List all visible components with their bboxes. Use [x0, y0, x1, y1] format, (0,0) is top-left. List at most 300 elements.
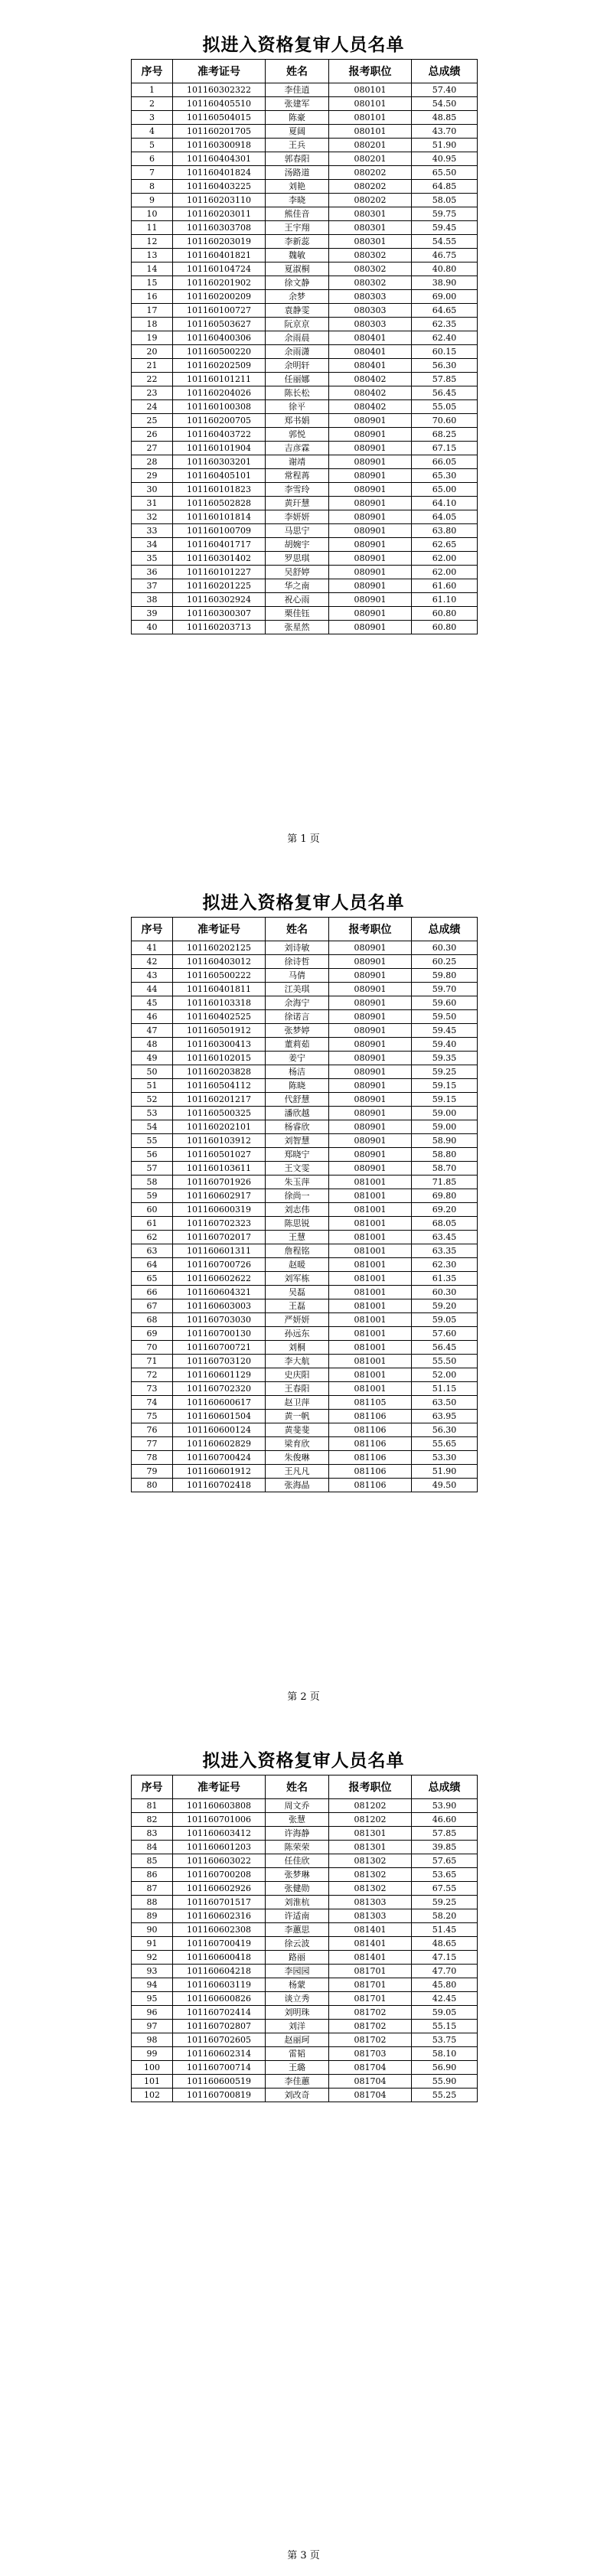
table-header-row: [132, 60, 478, 83]
cell-ticket-number: 101160602314: [173, 2047, 266, 2061]
cell-total-score: 58.70: [412, 1162, 478, 1176]
table-row: [132, 2075, 478, 2089]
cell-ticket-number: 101160101211: [173, 373, 266, 386]
table-row: [132, 400, 478, 414]
cell-name: 刘桐: [266, 1341, 329, 1355]
cell-ticket-number: 101160500220: [173, 345, 266, 359]
cell-total-score: 57.85: [412, 1827, 478, 1841]
cell-total-score: 65.30: [412, 469, 478, 483]
table-row: [132, 1134, 478, 1148]
cell-serial: 27: [132, 442, 173, 455]
header-serial: 序号: [132, 1775, 173, 1799]
cell-name: 李蕙思: [266, 1923, 329, 1937]
cell-position: 081106: [329, 1410, 412, 1423]
cell-position: 080901: [329, 414, 412, 428]
cell-serial: 74: [132, 1396, 173, 1410]
cell-ticket-number: 101160604321: [173, 1286, 266, 1299]
cell-name: 刘智慧: [266, 1134, 329, 1148]
cell-total-score: 60.30: [412, 941, 478, 955]
cell-position: 081001: [329, 1286, 412, 1299]
cell-position: 080901: [329, 442, 412, 455]
table-row: [132, 1868, 478, 1882]
cell-ticket-number: 101160602829: [173, 1437, 266, 1451]
cell-name: 夏淑桐: [266, 262, 329, 276]
cell-ticket-number: 101160602308: [173, 1923, 266, 1937]
cell-serial: 45: [132, 996, 173, 1010]
table-row: [132, 318, 478, 331]
cell-name: 夏阔: [266, 125, 329, 139]
table-row: [132, 1937, 478, 1951]
cell-serial: 67: [132, 1299, 173, 1313]
cell-name: 杨蒙: [266, 1978, 329, 1992]
table-row: [132, 1799, 478, 1813]
cell-position: 081202: [329, 1813, 412, 1827]
cell-total-score: 55.25: [412, 2089, 478, 2102]
cell-name: 路丽: [266, 1951, 329, 1965]
table-row: [132, 2020, 478, 2033]
cell-position: 080302: [329, 276, 412, 290]
roster-table: [131, 917, 478, 1492]
table-row: [132, 221, 478, 235]
cell-ticket-number: 101160100727: [173, 304, 266, 318]
cell-total-score: 56.45: [412, 386, 478, 400]
cell-name: 马思宁: [266, 524, 329, 538]
table-row: [132, 262, 478, 276]
cell-serial: 36: [132, 566, 173, 579]
cell-position: 081105: [329, 1396, 412, 1410]
cell-serial: 87: [132, 1882, 173, 1896]
cell-serial: 88: [132, 1896, 173, 1909]
cell-serial: 17: [132, 304, 173, 318]
table-row: [132, 83, 478, 97]
table-row: [132, 1341, 478, 1355]
cell-ticket-number: 101160102015: [173, 1052, 266, 1065]
cell-serial: 99: [132, 2047, 173, 2061]
cell-name: 严妍妍: [266, 1313, 329, 1327]
cell-ticket-number: 101160103318: [173, 996, 266, 1010]
cell-total-score: 63.50: [412, 1396, 478, 1410]
cell-total-score: 68.25: [412, 428, 478, 442]
page-footer: 第 1 页: [287, 833, 320, 845]
cell-name: 刘洋: [266, 2020, 329, 2033]
cell-ticket-number: 101160500325: [173, 1107, 266, 1120]
cell-total-score: 61.35: [412, 1272, 478, 1286]
cell-ticket-number: 101160201705: [173, 125, 266, 139]
cell-total-score: 59.45: [412, 221, 478, 235]
cell-position: 081001: [329, 1313, 412, 1327]
cell-ticket-number: 101160403225: [173, 180, 266, 194]
cell-serial: 40: [132, 621, 173, 634]
cell-serial: 47: [132, 1024, 173, 1038]
cell-position: 080901: [329, 469, 412, 483]
cell-total-score: 48.85: [412, 111, 478, 125]
table-row: [132, 1203, 478, 1217]
cell-serial: 42: [132, 955, 173, 969]
table-row: [132, 2033, 478, 2047]
cell-total-score: 63.80: [412, 524, 478, 538]
cell-ticket-number: 101160700721: [173, 1341, 266, 1355]
cell-name: 张星然: [266, 621, 329, 634]
cell-ticket-number: 101160702320: [173, 1382, 266, 1396]
cell-ticket-number: 101160401821: [173, 249, 266, 262]
cell-position: 080901: [329, 1052, 412, 1065]
cell-serial: 25: [132, 414, 173, 428]
cell-ticket-number: 101160501912: [173, 1024, 266, 1038]
cell-total-score: 56.45: [412, 1341, 478, 1355]
cell-serial: 64: [132, 1258, 173, 1272]
cell-position: 081106: [329, 1479, 412, 1492]
cell-total-score: 59.45: [412, 1024, 478, 1038]
cell-total-score: 62.30: [412, 1258, 478, 1272]
table-row: [132, 276, 478, 290]
cell-position: 081106: [329, 1437, 412, 1451]
cell-ticket-number: 101160403012: [173, 955, 266, 969]
cell-position: 081106: [329, 1423, 412, 1437]
cell-position: 080402: [329, 386, 412, 400]
cell-ticket-number: 101160200705: [173, 414, 266, 428]
cell-ticket-number: 101160201217: [173, 1093, 266, 1107]
cell-position: 080901: [329, 1010, 412, 1024]
cell-serial: 52: [132, 1093, 173, 1107]
cell-name: 徐云波: [266, 1937, 329, 1951]
cell-position: 080901: [329, 524, 412, 538]
cell-serial: 56: [132, 1148, 173, 1162]
cell-position: 080901: [329, 455, 412, 469]
cell-name: 潘欣越: [266, 1107, 329, 1120]
header-ticket-number: 准考证号: [173, 918, 266, 941]
cell-name: 赵丽珂: [266, 2033, 329, 2047]
table-row: [132, 1272, 478, 1286]
cell-total-score: 40.80: [412, 262, 478, 276]
table-row: [132, 1841, 478, 1854]
cell-serial: 12: [132, 235, 173, 249]
table-row: [132, 97, 478, 111]
cell-position: 080901: [329, 538, 412, 552]
cell-serial: 22: [132, 373, 173, 386]
cell-position: 081302: [329, 1854, 412, 1868]
cell-ticket-number: 101160303201: [173, 455, 266, 469]
cell-position: 081702: [329, 2033, 412, 2047]
table-row: [132, 207, 478, 221]
cell-serial: 91: [132, 1937, 173, 1951]
table-row: [132, 455, 478, 469]
cell-position: 081001: [329, 1341, 412, 1355]
table-row: [132, 1148, 478, 1162]
cell-total-score: 55.65: [412, 1437, 478, 1451]
cell-ticket-number: 101160100308: [173, 400, 266, 414]
cell-ticket-number: 101160403722: [173, 428, 266, 442]
cell-position: 080401: [329, 359, 412, 373]
cell-total-score: 45.80: [412, 1978, 478, 1992]
cell-name: 吴磊: [266, 1286, 329, 1299]
cell-position: 080901: [329, 510, 412, 524]
cell-ticket-number: 101160700424: [173, 1451, 266, 1465]
cell-name: 许海静: [266, 1827, 329, 1841]
table-row: [132, 1896, 478, 1909]
table-row: [132, 955, 478, 969]
cell-serial: 16: [132, 290, 173, 304]
cell-serial: 81: [132, 1799, 173, 1813]
header-position: 报考职位: [329, 918, 412, 941]
cell-total-score: 66.05: [412, 455, 478, 469]
cell-name: 刘改奇: [266, 2089, 329, 2102]
cell-ticket-number: 101160202125: [173, 941, 266, 955]
cell-total-score: 38.90: [412, 276, 478, 290]
cell-name: 徐诗哲: [266, 955, 329, 969]
cell-name: 詹程铭: [266, 1244, 329, 1258]
cell-name: 刘军栋: [266, 1272, 329, 1286]
table-row: [132, 1965, 478, 1978]
cell-name: 吴舒婷: [266, 566, 329, 579]
table-row: [132, 566, 478, 579]
page-title: 拟进入资格复审人员名单: [202, 892, 405, 913]
cell-ticket-number: 101160101227: [173, 566, 266, 579]
cell-serial: 72: [132, 1368, 173, 1382]
cell-ticket-number: 101160401717: [173, 538, 266, 552]
cell-position: 080901: [329, 1038, 412, 1052]
table-row: [132, 1258, 478, 1272]
cell-serial: 30: [132, 483, 173, 497]
cell-ticket-number: 101160103611: [173, 1162, 266, 1176]
cell-name: 李雪玲: [266, 483, 329, 497]
table-row: [132, 1854, 478, 1868]
cell-name: 郑晓宁: [266, 1148, 329, 1162]
cell-position: 081001: [329, 1355, 412, 1368]
cell-serial: 62: [132, 1231, 173, 1244]
cell-name: 许适南: [266, 1909, 329, 1923]
table-row: [132, 579, 478, 593]
cell-ticket-number: 101160603412: [173, 1827, 266, 1841]
cell-total-score: 60.25: [412, 955, 478, 969]
cell-ticket-number: 101160600124: [173, 1423, 266, 1437]
cell-total-score: 59.00: [412, 1107, 478, 1120]
cell-position: 080901: [329, 1107, 412, 1120]
cell-ticket-number: 101160202509: [173, 359, 266, 373]
cell-serial: 71: [132, 1355, 173, 1368]
cell-name: 刘明珠: [266, 2006, 329, 2020]
cell-position: 081703: [329, 2047, 412, 2061]
cell-name: 黄斐斐: [266, 1423, 329, 1437]
cell-ticket-number: 101160400306: [173, 331, 266, 345]
table-row: [132, 1120, 478, 1134]
table-row: [132, 1827, 478, 1841]
cell-total-score: 40.95: [412, 152, 478, 166]
cell-name: 陈长松: [266, 386, 329, 400]
table-row: [132, 249, 478, 262]
cell-serial: 80: [132, 1479, 173, 1492]
cell-serial: 84: [132, 1841, 173, 1854]
cell-serial: 51: [132, 1079, 173, 1093]
cell-name: 余雨晨: [266, 331, 329, 345]
cell-total-score: 63.45: [412, 1231, 478, 1244]
cell-name: 李园园: [266, 1965, 329, 1978]
cell-name: 华之南: [266, 579, 329, 593]
cell-total-score: 62.35: [412, 318, 478, 331]
table-header-row: [132, 1775, 478, 1799]
cell-ticket-number: 101160603003: [173, 1299, 266, 1313]
cell-serial: 19: [132, 331, 173, 345]
cell-name: 任丽娜: [266, 373, 329, 386]
cell-total-score: 63.95: [412, 1410, 478, 1423]
cell-serial: 58: [132, 1176, 173, 1189]
cell-total-score: 71.85: [412, 1176, 478, 1189]
cell-name: 余海宁: [266, 996, 329, 1010]
cell-serial: 44: [132, 983, 173, 996]
cell-ticket-number: 101160104724: [173, 262, 266, 276]
cell-serial: 1: [132, 83, 173, 97]
cell-total-score: 59.05: [412, 2006, 478, 2020]
cell-serial: 83: [132, 1827, 173, 1841]
cell-position: 080401: [329, 331, 412, 345]
cell-ticket-number: 101160701006: [173, 1813, 266, 1827]
cell-position: 080901: [329, 552, 412, 566]
header-name: 姓名: [266, 60, 329, 83]
cell-position: 081202: [329, 1799, 412, 1813]
cell-name: 常程苒: [266, 469, 329, 483]
cell-ticket-number: 101160203713: [173, 621, 266, 634]
table-row: [132, 1024, 478, 1038]
cell-position: 081702: [329, 2020, 412, 2033]
cell-total-score: 59.20: [412, 1299, 478, 1313]
cell-position: 080901: [329, 593, 412, 607]
table-row: [132, 1299, 478, 1313]
cell-serial: 31: [132, 497, 173, 510]
cell-name: 徐平: [266, 400, 329, 414]
cell-position: 080303: [329, 304, 412, 318]
table-row: [132, 152, 478, 166]
cell-serial: 77: [132, 1437, 173, 1451]
cell-total-score: 54.50: [412, 97, 478, 111]
cell-name: 郭春阳: [266, 152, 329, 166]
cell-name: 杨睿欣: [266, 1120, 329, 1134]
table-row: [132, 2061, 478, 2075]
table-row: [132, 1451, 478, 1465]
table-row: [132, 304, 478, 318]
cell-position: 081302: [329, 1868, 412, 1882]
table-row: [132, 180, 478, 194]
cell-total-score: 48.65: [412, 1937, 478, 1951]
header-name: 姓名: [266, 1775, 329, 1799]
table-row: [132, 386, 478, 400]
cell-name: 赵卫萍: [266, 1396, 329, 1410]
cell-position: 080101: [329, 97, 412, 111]
cell-name: 刘诗敏: [266, 941, 329, 955]
table-row: [132, 1479, 478, 1492]
table-row: [132, 593, 478, 607]
cell-serial: 4: [132, 125, 173, 139]
table-row: [132, 941, 478, 955]
cell-name: 张海晶: [266, 1479, 329, 1492]
cell-serial: 37: [132, 579, 173, 593]
table-header-row: [132, 918, 478, 941]
cell-total-score: 69.80: [412, 1189, 478, 1203]
cell-name: 张梦婷: [266, 1024, 329, 1038]
table-row: [132, 621, 478, 634]
cell-position: 081001: [329, 1327, 412, 1341]
cell-serial: 101: [132, 2075, 173, 2089]
cell-position: 080901: [329, 1065, 412, 1079]
cell-name: 王兵: [266, 139, 329, 152]
cell-position: 081001: [329, 1189, 412, 1203]
cell-position: 080901: [329, 1079, 412, 1093]
cell-name: 史庆阳: [266, 1368, 329, 1382]
cell-position: 081001: [329, 1258, 412, 1272]
cell-ticket-number: 101160702807: [173, 2020, 266, 2033]
cell-ticket-number: 101160601129: [173, 1368, 266, 1382]
cell-total-score: 58.90: [412, 1134, 478, 1148]
cell-serial: 7: [132, 166, 173, 180]
cell-ticket-number: 101160702418: [173, 1479, 266, 1492]
cell-name: 王磊: [266, 1299, 329, 1313]
cell-position: 080101: [329, 111, 412, 125]
cell-ticket-number: 101160700130: [173, 1327, 266, 1341]
cell-position: 080301: [329, 221, 412, 235]
cell-name: 黄一帆: [266, 1410, 329, 1423]
cell-ticket-number: 101160300918: [173, 139, 266, 152]
cell-total-score: 62.65: [412, 538, 478, 552]
cell-position: 081001: [329, 1382, 412, 1396]
cell-name: 徐尚一: [266, 1189, 329, 1203]
cell-position: 080301: [329, 207, 412, 221]
cell-total-score: 53.30: [412, 1451, 478, 1465]
table-row: [132, 1382, 478, 1396]
cell-name: 汤路道: [266, 166, 329, 180]
cell-name: 李晓: [266, 194, 329, 207]
cell-serial: 39: [132, 607, 173, 621]
cell-ticket-number: 101160100709: [173, 524, 266, 538]
cell-position: 081001: [329, 1231, 412, 1244]
cell-ticket-number: 101160204026: [173, 386, 266, 400]
table-row: [132, 1052, 478, 1065]
cell-name: 谈立秀: [266, 1992, 329, 2006]
cell-position: 080101: [329, 83, 412, 97]
cell-serial: 13: [132, 249, 173, 262]
cell-serial: 23: [132, 386, 173, 400]
cell-serial: 85: [132, 1854, 173, 1868]
cell-name: 孙远东: [266, 1327, 329, 1341]
cell-serial: 18: [132, 318, 173, 331]
cell-position: 081704: [329, 2089, 412, 2102]
cell-position: 081303: [329, 1896, 412, 1909]
cell-name: 陈豪: [266, 111, 329, 125]
cell-position: 081702: [329, 2006, 412, 2020]
cell-serial: 89: [132, 1909, 173, 1923]
cell-ticket-number: 101160701517: [173, 1896, 266, 1909]
cell-total-score: 46.60: [412, 1813, 478, 1827]
cell-total-score: 55.90: [412, 2075, 478, 2089]
cell-position: 081401: [329, 1923, 412, 1937]
cell-serial: 32: [132, 510, 173, 524]
cell-total-score: 59.80: [412, 969, 478, 983]
cell-total-score: 51.90: [412, 1465, 478, 1479]
cell-total-score: 61.10: [412, 593, 478, 607]
cell-serial: 8: [132, 180, 173, 194]
table-row: [132, 345, 478, 359]
cell-name: 马倩: [266, 969, 329, 983]
cell-ticket-number: 101160203019: [173, 235, 266, 249]
cell-ticket-number: 101160300307: [173, 607, 266, 621]
table-row: [132, 1978, 478, 1992]
cell-ticket-number: 101160600519: [173, 2075, 266, 2089]
cell-position: 080901: [329, 996, 412, 1010]
cell-ticket-number: 101160600319: [173, 1203, 266, 1217]
cell-serial: 50: [132, 1065, 173, 1079]
cell-total-score: 67.55: [412, 1882, 478, 1896]
cell-ticket-number: 101160702414: [173, 2006, 266, 2020]
cell-position: 080202: [329, 180, 412, 194]
cell-total-score: 58.05: [412, 194, 478, 207]
table-row: [132, 1065, 478, 1079]
